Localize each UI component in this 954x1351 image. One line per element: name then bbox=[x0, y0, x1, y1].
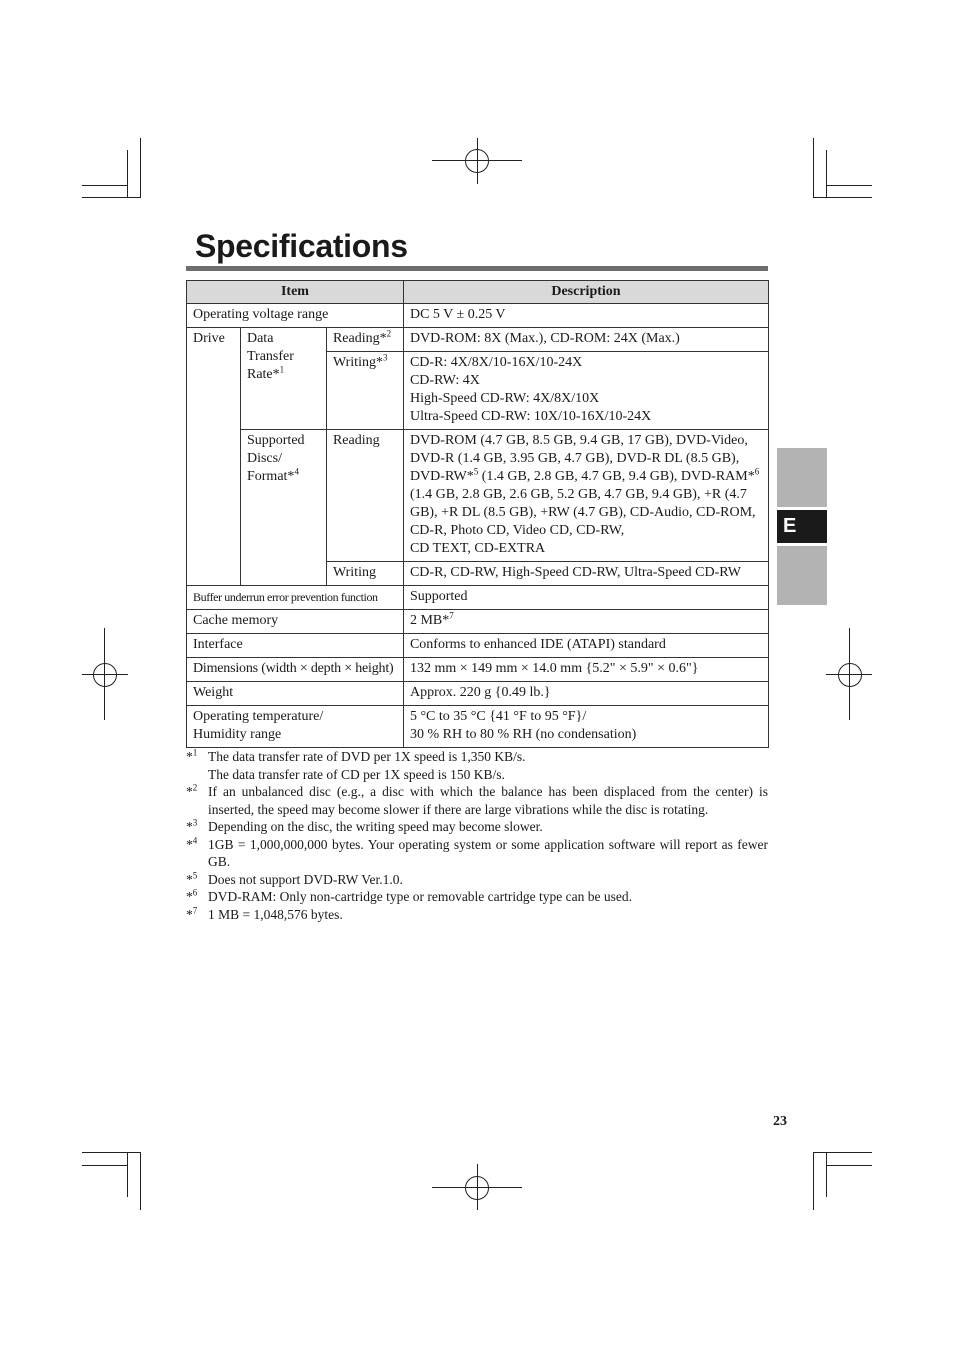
footnote bbox=[186, 766, 768, 784]
reading-desc: DVD-ROM: 8X (Max.), CD-ROM: 24X (Max.) bbox=[403, 328, 768, 352]
sdf-desc-part: CD TEXT, CD-EXTRA bbox=[409, 541, 546, 556]
table-row bbox=[187, 658, 769, 682]
sdf-desc-part: (1.4 GB, 2.8 GB, 2.6 GB, 5.2 GB, 4.7 GB, 9.4 GB), +R (4.7 GB), +R DL (8.5 GB), +RW (4.7 GB), CD-Audio, CD-ROM, CD-R, Photo CD, Video CD, CD-RW, bbox=[409, 487, 756, 538]
temperature-desc-line: 5 °C to 35 °C {41 °F to 95 °F}/ bbox=[409, 709, 587, 724]
footnote-number: 3 bbox=[192, 817, 198, 828]
footnote-text: The data transfer rate of DVD per 1X speed is 1,350 KB/s. bbox=[208, 749, 526, 764]
footnote-star: * bbox=[186, 749, 193, 764]
temperature-desc bbox=[403, 706, 768, 748]
footnote-marker bbox=[186, 871, 197, 889]
dtr-footnote-ref: 1 bbox=[279, 364, 285, 375]
footnote-marker bbox=[186, 818, 197, 836]
sdf-label-text: Supported Discs/ Format* bbox=[246, 433, 305, 484]
footnote-number: 5 bbox=[192, 870, 198, 880]
writing-desc-line: CD-RW: 4X bbox=[409, 373, 480, 388]
footnote-text: DVD-RAM: Only non-cartridge type or removable cartridge type can be used. bbox=[208, 889, 632, 904]
footnote bbox=[186, 906, 768, 924]
header-item: Item bbox=[187, 281, 404, 304]
section-tab-blank bbox=[777, 546, 827, 605]
section-tabs bbox=[777, 448, 827, 605]
reading-label bbox=[326, 328, 403, 352]
sdf-reading-desc bbox=[403, 430, 768, 562]
table-row bbox=[187, 304, 769, 328]
sdf-footnote-ref-6: 6 bbox=[754, 466, 760, 477]
footnote bbox=[186, 748, 768, 766]
weight-desc: Approx. 220 g {0.49 lb.} bbox=[403, 682, 768, 706]
cache-item: Cache memory bbox=[187, 610, 404, 634]
dimensions-item: Dimensions (width × depth × height) bbox=[187, 658, 404, 682]
page-title: Specifications bbox=[195, 228, 408, 264]
temperature-item bbox=[187, 706, 404, 748]
header-description: Description bbox=[403, 281, 768, 304]
writing-desc bbox=[403, 352, 768, 430]
writing-desc-line: CD-R: 4X/8X/10-16X/10-24X bbox=[409, 355, 583, 370]
weight-item: Weight bbox=[187, 682, 404, 706]
footnote-star: * bbox=[186, 889, 193, 904]
footnote bbox=[186, 871, 768, 889]
dtr-label-text: Data Transfer Rate* bbox=[246, 331, 294, 382]
section-tab-e: E bbox=[777, 510, 827, 543]
voltage-desc: DC 5 V ± 0.25 V bbox=[403, 304, 768, 328]
title-underline bbox=[186, 266, 768, 271]
table-header-row bbox=[187, 281, 769, 304]
supported-discs-label bbox=[240, 430, 326, 586]
sdf-writing-desc: CD-R, CD-RW, High-Speed CD-RW, Ultra-Speed CD-RW bbox=[403, 562, 768, 586]
sdf-desc-part: DVD-ROM (4.7 GB, 8.5 GB, 9.4 GB, 17 GB), DVD-Video, DVD-R (1.4 GB, 3.95 GB, 4.7 GB), DVD-R DL (8.5 GB), DVD-RW* bbox=[409, 433, 748, 484]
cache-footnote-ref: 7 bbox=[449, 610, 454, 621]
writing-label-text: Writing* bbox=[332, 355, 383, 370]
sdf-writing-label: Writing bbox=[326, 562, 403, 586]
footnote-text: 1GB = 1,000,000,000 bytes. Your operating system or some application software will report as fewer GB. bbox=[208, 836, 768, 869]
table-row bbox=[187, 586, 769, 610]
sdf-footnote-ref: 4 bbox=[294, 466, 299, 477]
footnote bbox=[186, 836, 768, 871]
temperature-desc-line: 30 % RH to 80 % RH (no condensation) bbox=[409, 727, 637, 742]
buffer-item: Buffer underrun error prevention function bbox=[187, 586, 404, 610]
footnote-star: * bbox=[186, 906, 193, 922]
footnote bbox=[186, 888, 768, 906]
footnote-star: * bbox=[186, 871, 193, 887]
reading-label-text: Reading* bbox=[332, 331, 387, 346]
cache-desc bbox=[403, 610, 768, 634]
table-row bbox=[187, 610, 769, 634]
sdf-reading-label: Reading bbox=[326, 430, 403, 562]
footnote-text: Depending on the disc, the writing speed may become slower. bbox=[208, 819, 543, 834]
footnote-number: 2 bbox=[192, 782, 198, 793]
table-row bbox=[187, 682, 769, 706]
footnote-text: Does not support DVD-RW Ver.1.0. bbox=[208, 871, 403, 887]
footnote-number: 4 bbox=[192, 835, 198, 845]
cache-desc-text: 2 MB* bbox=[409, 613, 450, 628]
reading-footnote-ref: 2 bbox=[386, 328, 392, 339]
sdf-desc-part: (1.4 GB, 2.8 GB, 4.7 GB, 9.4 GB), DVD-RAM* bbox=[478, 469, 755, 484]
footnote-star: * bbox=[186, 784, 193, 799]
footnote-number: 1 bbox=[192, 747, 198, 758]
footnote bbox=[186, 818, 768, 836]
footnote-marker bbox=[186, 748, 197, 766]
writing-desc-line: Ultra-Speed CD-RW: 10X/10-16X/10-24X bbox=[409, 409, 652, 424]
footnote-number: 7 bbox=[192, 905, 198, 915]
temperature-item-line: Operating temperature/ bbox=[193, 709, 324, 724]
table-row bbox=[187, 706, 769, 748]
page-number: 23 bbox=[773, 1114, 787, 1129]
footnote-number: 6 bbox=[192, 887, 198, 898]
footnote-star: * bbox=[186, 819, 193, 834]
footnote-marker bbox=[186, 888, 197, 906]
footnote-text: The data transfer rate of CD per 1X speed is 150 KB/s. bbox=[208, 766, 505, 782]
data-transfer-rate-label bbox=[240, 328, 326, 430]
interface-desc: Conforms to enhanced IDE (ATAPI) standard bbox=[403, 634, 768, 658]
table-row bbox=[187, 634, 769, 658]
footnote bbox=[186, 783, 768, 818]
specifications-table bbox=[186, 280, 769, 748]
sdf-footnote-ref-5: 5 bbox=[473, 466, 479, 477]
footnote-marker bbox=[186, 783, 197, 801]
footnote-text: If an unbalanced disc (e.g., a disc with which the balance has been displaced from the center) is inserted, the speed may become slower if there are large vibrations while the disc is rotating. bbox=[208, 784, 768, 817]
footnote-star: * bbox=[186, 836, 193, 852]
dimensions-desc: 132 mm × 149 mm × 14.0 mm {5.2" × 5.9" × 0.6"} bbox=[403, 658, 768, 682]
section-tab-blank bbox=[777, 448, 827, 507]
temperature-item-line: Humidity range bbox=[193, 727, 282, 742]
drive-label: Drive bbox=[187, 328, 241, 586]
voltage-item: Operating voltage range bbox=[187, 304, 404, 328]
interface-item: Interface bbox=[187, 634, 404, 658]
table-row bbox=[187, 328, 769, 352]
table-row bbox=[187, 430, 769, 562]
footnote-marker bbox=[186, 906, 197, 924]
writing-label bbox=[326, 352, 403, 430]
footnote-marker bbox=[186, 836, 197, 854]
footnotes bbox=[186, 748, 768, 923]
writing-desc-line: High-Speed CD-RW: 4X/8X/10X bbox=[409, 391, 600, 406]
writing-footnote-ref: 3 bbox=[382, 352, 388, 363]
buffer-desc: Supported bbox=[403, 586, 768, 610]
footnote-text: 1 MB = 1,048,576 bytes. bbox=[208, 906, 343, 922]
